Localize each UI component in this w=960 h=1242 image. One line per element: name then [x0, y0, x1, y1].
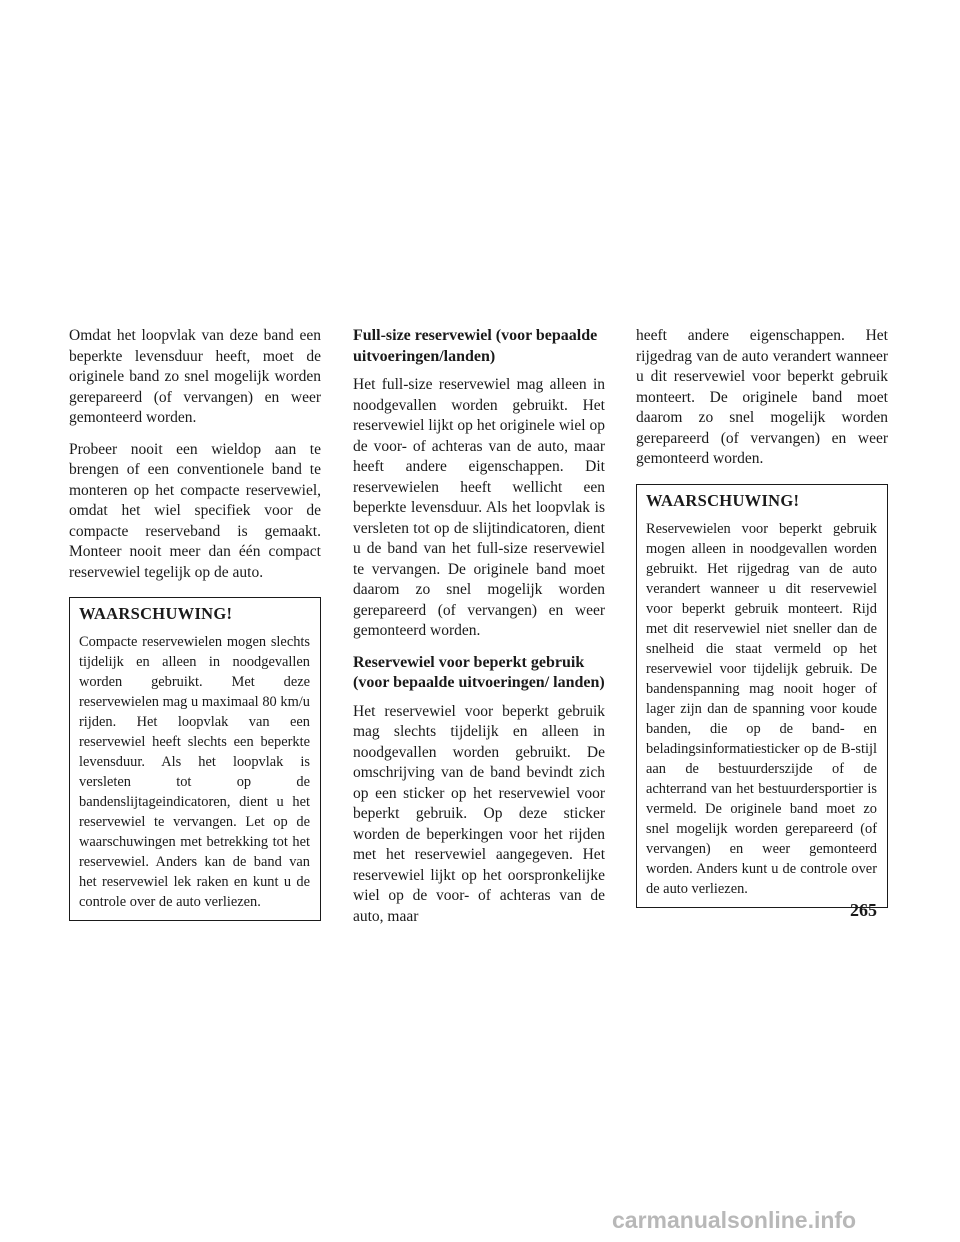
warning-text: Compacte reservewielen mogen slechts tijdelijk en alleen in noodgevallen worden gebruikt. Met deze reservewielen mag u maximaal 80 km/u rijden. Het loopvlak van een reservewiel heeft slechts een beperkte levensduur. Als het loopvlak is versleten tot op de bandenslijtageindicatoren, dient u het reservewiel te vervangen. Let op de waarschuwingen met betrekking tot het reservewiel. Anders kan de band van het reservewiel lek raken en kunt u de controle over de auto verliezen. — [79, 634, 310, 910]
watermark: carmanualsonline.info — [612, 1207, 857, 1233]
paragraph-no-hubcap: Probeer nooit een wieldop aan te brengen of een conventionele band te monteren op het compacte reservewiel, omdat het wiel specifiek voor de compacte reserveband is gemaakt. Monteer nooit meer dan één compact reservewiel tegelijk op de auto. — [69, 440, 321, 581]
paragraph-tread-life: Omdat het loopvlak van deze band een beperkte levensduur heeft, moet de originele band zo snel mogelijk worden gerepareerd (of vervangen) en weer gemonteerd worden. — [69, 327, 321, 426]
heading-limited-use-spare: Reservewiel voor beperkt gebruik (voor bepaalde uitvoeringen/ landen) — [353, 653, 605, 691]
column-3 — [636, 326, 888, 908]
warning-box-compact-spare — [69, 597, 321, 921]
page-number: 265 — [850, 900, 877, 920]
heading-full-size-spare: Full-size reservewiel (voor bepaalde uitvoeringen/landen) — [353, 327, 598, 365]
warning-box-limited-use-spare — [636, 484, 888, 908]
column-1 — [69, 326, 321, 921]
column-2 — [353, 326, 605, 938]
paragraph-full-size-spare: Het full-size reservewiel mag alleen in noodgevallen worden gebruikt. Het reservewiel lijkt op het originele wiel op de voor- of achteras van de auto, maar heeft andere eigenschappen. Dit reservewielen heeft wellicht een beperkte levensduur. Als het loopvlak is versleten tot op de slijtindicatoren, dient u de band van het full-size reservewiel te vervangen. De originele band moet daarom zo snel mogelijk worden gerepareerd (of vervangen) en weer gemonteerd worden. — [353, 376, 605, 639]
warning-text: Reservewielen voor beperkt gebruik mogen alleen in noodgevallen worden gebruikt. Het rijgedrag van de auto verandert wanneer u dit reservewiel voor beperkt gebruik monteert. Rijd met dit reservewiel niet sneller dan de snelheid die staat vermeld op het reservewiel voor tijdelijk gebruik. De bandenspanning mag nooit hoger of lager zijn dan de spanning voor koude banden, die op de band- en beladingsinformatiesticker op de B-stijl aan de bestuurderszijde of de achterrand van het bestuurdersportier is vermeld. De originele band moet zo snel mogelijk worden gerepareerd (of vervangen) en weer gemonteerd worden. Anders kunt u de controle over de auto verliezen. — [646, 520, 877, 897]
paragraph-continued: heeft andere eigenschappen. Het rijgedrag van de auto verandert wanneer u dit reservewiel voor beperkt gebruik monteert. De originele band moet daarom zo snel mogelijk worden gerepareerd (of vervangen) en weer gemonteerd worden. — [636, 327, 888, 467]
warning-title: WAARSCHUWING! — [79, 604, 233, 623]
paragraph-limited-use-spare: Het reservewiel voor beperkt gebruik mag slechts tijdelijk en alleen in noodgevallen worden gebruikt. De omschrijving van de band bevindt zich op een sticker op het reservewiel voor beperkt gebruik. Op deze sticker worden de beperkingen voor het rijden met het reservewiel aangegeven. Het reservewiel lijkt op het oorspronkelijke wiel op de voor- of achteras van de auto, maar — [353, 702, 605, 925]
warning-title: WAARSCHUWING! — [646, 490, 800, 510]
